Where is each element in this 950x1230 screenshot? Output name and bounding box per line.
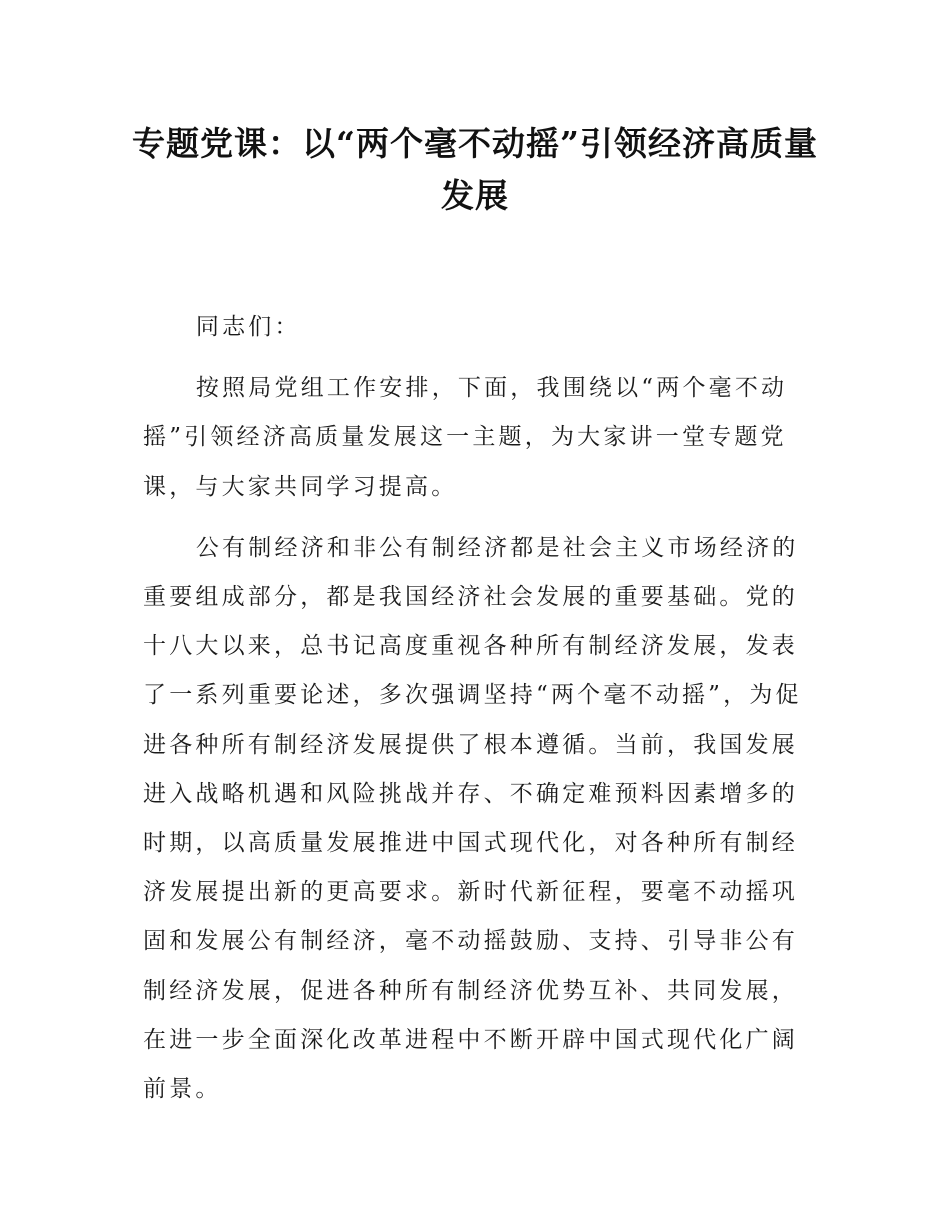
paragraph-intro: 按照局党组工作安排，下面，我围绕以“两个毫不动摇”引领经济高质量发展这一主题，为大家讲一堂专题党课，与大家共同学习提高。 <box>143 375 788 500</box>
salutation: 同志们： <box>195 314 301 340</box>
document-title: 专题党课：以“两个毫不动摇”引领经济高质量发展 <box>132 124 818 215</box>
document-body <box>143 303 810 1126</box>
paragraph-main: 公有制经济和非公有制经济都是社会主义市场经济的重要组成部分，都是我国经济社会发展的重要基础。党的十八大以来，总书记高度重视各种所有制经济发展，发表了一系列重要论述，多次强调坚持“两个毫不动摇”，为促进各种所有制经济发展提供了根本遵循。当前，我国发展进入战略机遇和风险挑战并存、不确定难预料因素增多的时期，以高质量发展推进中国式现代化，对各种所有制经济发展提出新的更高要求。新时代新征程，要毫不动摇巩固和发展公有制经济，毫不动摇鼓励、支持、引导非公有制经济发展，促进各种所有制经济优势互补、共同发展，在进一步全面深化改革进程中不断开辟中国式现代化广阔前景。 <box>143 534 802 1103</box>
